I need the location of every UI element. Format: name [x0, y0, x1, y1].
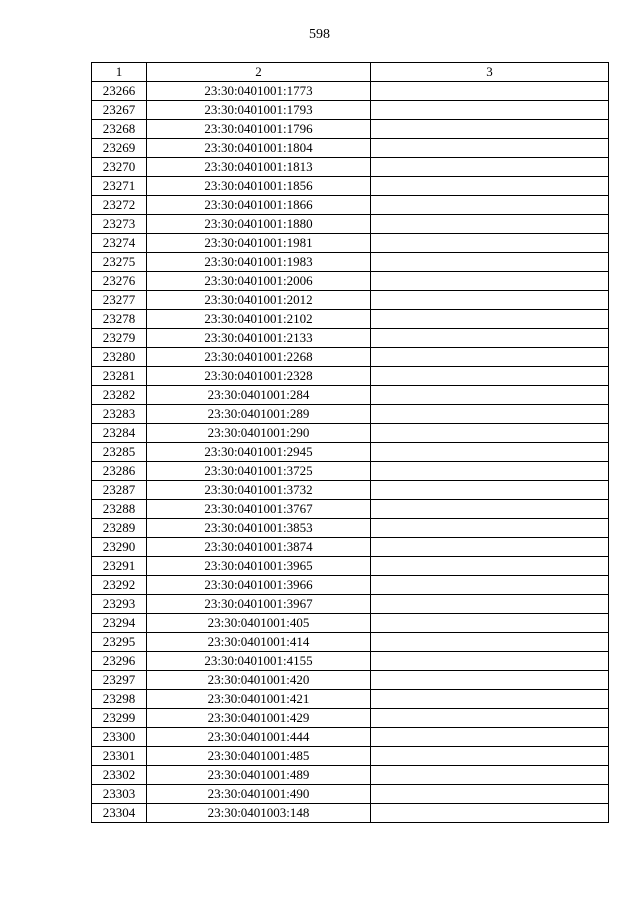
cadastral-number-cell: 23:30:0401001:421 [147, 690, 371, 709]
row-number-cell: 23278 [92, 310, 147, 329]
cadastral-number-cell: 23:30:0401001:3853 [147, 519, 371, 538]
table-row [92, 367, 609, 386]
table-row [92, 291, 609, 310]
notes-cell [371, 671, 609, 690]
row-number-cell: 23273 [92, 215, 147, 234]
notes-cell [371, 785, 609, 804]
notes-cell [371, 443, 609, 462]
cadastral-number-cell: 23:30:0401001:2012 [147, 291, 371, 310]
row-number-cell: 23297 [92, 671, 147, 690]
table-row [92, 424, 609, 443]
table-row [92, 348, 609, 367]
table-row [92, 633, 609, 652]
row-number-cell: 23270 [92, 158, 147, 177]
cadastral-number-cell: 23:30:0401001:414 [147, 633, 371, 652]
table-row [92, 310, 609, 329]
table-row [92, 253, 609, 272]
cadastral-number-cell: 23:30:0401001:1813 [147, 158, 371, 177]
cadastral-table [91, 62, 609, 823]
page-number: 598 [309, 27, 330, 42]
row-number-cell: 23283 [92, 405, 147, 424]
table-row [92, 557, 609, 576]
row-number-cell: 23281 [92, 367, 147, 386]
cadastral-number-cell: 23:30:0401001:3874 [147, 538, 371, 557]
table-body [92, 82, 609, 823]
table-row [92, 177, 609, 196]
row-number-cell: 23295 [92, 633, 147, 652]
row-number-cell: 23268 [92, 120, 147, 139]
cadastral-number-cell: 23:30:0401001:2945 [147, 443, 371, 462]
row-number-cell: 23294 [92, 614, 147, 633]
cadastral-number-cell: 23:30:0401001:3732 [147, 481, 371, 500]
cadastral-number-cell: 23:30:0401001:1880 [147, 215, 371, 234]
table-row [92, 614, 609, 633]
notes-cell [371, 310, 609, 329]
notes-cell [371, 424, 609, 443]
table-row [92, 405, 609, 424]
notes-cell [371, 272, 609, 291]
column-header-3: 3 [371, 63, 609, 82]
table-row [92, 576, 609, 595]
notes-cell [371, 519, 609, 538]
cadastral-number-cell: 23:30:0401001:1796 [147, 120, 371, 139]
row-number-cell: 23292 [92, 576, 147, 595]
table-row [92, 196, 609, 215]
notes-cell [371, 709, 609, 728]
notes-cell [371, 500, 609, 519]
table-row [92, 386, 609, 405]
row-number-cell: 23304 [92, 804, 147, 823]
row-number-cell: 23291 [92, 557, 147, 576]
cadastral-number-cell: 23:30:0401001:420 [147, 671, 371, 690]
table-row [92, 443, 609, 462]
row-number-cell: 23301 [92, 747, 147, 766]
notes-cell [371, 538, 609, 557]
notes-cell [371, 614, 609, 633]
notes-cell [371, 329, 609, 348]
column-header-1: 1 [92, 63, 147, 82]
cadastral-number-cell: 23:30:0401001:489 [147, 766, 371, 785]
table-row [92, 500, 609, 519]
notes-cell [371, 215, 609, 234]
cadastral-number-cell: 23:30:0401001:284 [147, 386, 371, 405]
notes-cell [371, 747, 609, 766]
row-number-cell: 23267 [92, 101, 147, 120]
cadastral-number-cell: 23:30:0401001:4155 [147, 652, 371, 671]
cadastral-number-cell: 23:30:0401001:3767 [147, 500, 371, 519]
notes-cell [371, 557, 609, 576]
row-number-cell: 23275 [92, 253, 147, 272]
row-number-cell: 23300 [92, 728, 147, 747]
table-row [92, 215, 609, 234]
row-number-cell: 23293 [92, 595, 147, 614]
cadastral-number-cell: 23:30:0401001:1793 [147, 101, 371, 120]
row-number-cell: 23289 [92, 519, 147, 538]
cadastral-number-cell: 23:30:0401001:1804 [147, 139, 371, 158]
row-number-cell: 23284 [92, 424, 147, 443]
notes-cell [371, 82, 609, 101]
table-row [92, 595, 609, 614]
notes-cell [371, 652, 609, 671]
row-number-cell: 23302 [92, 766, 147, 785]
notes-cell [371, 405, 609, 424]
table-row [92, 785, 609, 804]
notes-cell [371, 481, 609, 500]
row-number-cell: 23274 [92, 234, 147, 253]
cadastral-number-cell: 23:30:0401001:444 [147, 728, 371, 747]
notes-cell [371, 386, 609, 405]
row-number-cell: 23277 [92, 291, 147, 310]
notes-cell [371, 253, 609, 272]
table-row [92, 766, 609, 785]
cadastral-number-cell: 23:30:0401001:1866 [147, 196, 371, 215]
cadastral-number-cell: 23:30:0401001:2006 [147, 272, 371, 291]
table-row [92, 329, 609, 348]
notes-cell [371, 348, 609, 367]
notes-cell [371, 139, 609, 158]
cadastral-number-cell: 23:30:0401001:490 [147, 785, 371, 804]
row-number-cell: 23298 [92, 690, 147, 709]
cadastral-number-cell: 23:30:0401003:148 [147, 804, 371, 823]
cadastral-number-cell: 23:30:0401001:290 [147, 424, 371, 443]
notes-cell [371, 728, 609, 747]
cadastral-number-cell: 23:30:0401001:2133 [147, 329, 371, 348]
notes-cell [371, 234, 609, 253]
notes-cell [371, 690, 609, 709]
notes-cell [371, 158, 609, 177]
row-number-cell: 23269 [92, 139, 147, 158]
cadastral-number-cell: 23:30:0401001:3966 [147, 576, 371, 595]
row-number-cell: 23272 [92, 196, 147, 215]
table-row [92, 671, 609, 690]
row-number-cell: 23276 [92, 272, 147, 291]
notes-cell [371, 101, 609, 120]
cadastral-number-cell: 23:30:0401001:2268 [147, 348, 371, 367]
row-number-cell: 23266 [92, 82, 147, 101]
notes-cell [371, 367, 609, 386]
table-row [92, 272, 609, 291]
table-row [92, 519, 609, 538]
row-number-cell: 23287 [92, 481, 147, 500]
cadastral-number-cell: 23:30:0401001:3965 [147, 557, 371, 576]
cadastral-number-cell: 23:30:0401001:405 [147, 614, 371, 633]
table-row [92, 462, 609, 481]
row-number-cell: 23288 [92, 500, 147, 519]
row-number-cell: 23271 [92, 177, 147, 196]
notes-cell [371, 291, 609, 310]
notes-cell [371, 766, 609, 785]
table-row [92, 139, 609, 158]
table-row [92, 234, 609, 253]
row-number-cell: 23296 [92, 652, 147, 671]
cadastral-number-cell: 23:30:0401001:3725 [147, 462, 371, 481]
notes-cell [371, 633, 609, 652]
table-row [92, 747, 609, 766]
cadastral-number-cell: 23:30:0401001:1856 [147, 177, 371, 196]
table-row [92, 690, 609, 709]
cadastral-number-cell: 23:30:0401001:1773 [147, 82, 371, 101]
table-row [92, 120, 609, 139]
table-row [92, 538, 609, 557]
cadastral-number-cell: 23:30:0401001:485 [147, 747, 371, 766]
row-number-cell: 23303 [92, 785, 147, 804]
row-number-cell: 23299 [92, 709, 147, 728]
table-header-row [92, 63, 609, 82]
table-row [92, 481, 609, 500]
notes-cell [371, 196, 609, 215]
notes-cell [371, 804, 609, 823]
cadastral-number-cell: 23:30:0401001:2102 [147, 310, 371, 329]
cadastral-number-cell: 23:30:0401001:1983 [147, 253, 371, 272]
notes-cell [371, 462, 609, 481]
cadastral-number-cell: 23:30:0401001:3967 [147, 595, 371, 614]
notes-cell [371, 177, 609, 196]
notes-cell [371, 576, 609, 595]
cadastral-number-cell: 23:30:0401001:429 [147, 709, 371, 728]
table-row [92, 728, 609, 747]
table-row [92, 101, 609, 120]
table-row [92, 804, 609, 823]
table-row [92, 709, 609, 728]
table-row [92, 652, 609, 671]
cadastral-number-cell: 23:30:0401001:1981 [147, 234, 371, 253]
row-number-cell: 23280 [92, 348, 147, 367]
notes-cell [371, 120, 609, 139]
row-number-cell: 23285 [92, 443, 147, 462]
column-header-2: 2 [147, 63, 371, 82]
cadastral-number-cell: 23:30:0401001:2328 [147, 367, 371, 386]
row-number-cell: 23286 [92, 462, 147, 481]
row-number-cell: 23282 [92, 386, 147, 405]
notes-cell [371, 595, 609, 614]
row-number-cell: 23290 [92, 538, 147, 557]
table-row [92, 158, 609, 177]
table-row [92, 82, 609, 101]
row-number-cell: 23279 [92, 329, 147, 348]
cadastral-number-cell: 23:30:0401001:289 [147, 405, 371, 424]
